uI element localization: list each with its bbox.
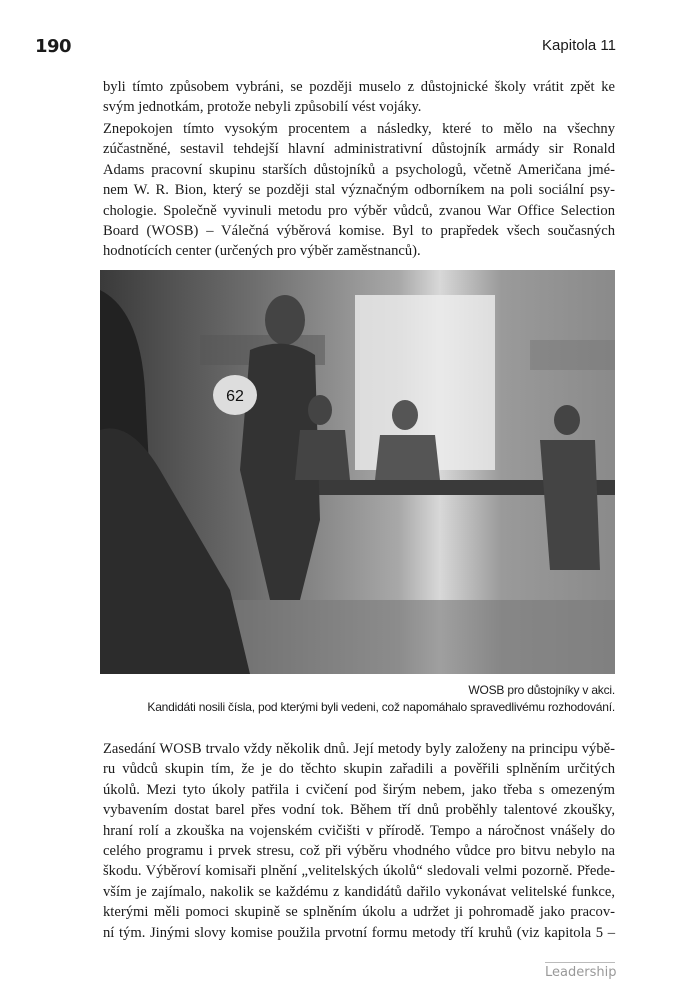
page-number: 190	[35, 36, 72, 57]
text-line: chologie. Společně vyvinuli metodu pro výběr vůdců, zvanou War Office Selection	[103, 202, 615, 219]
figure-caption-title: WOSB pro důstojníky v akci.	[468, 683, 615, 697]
figure-caption-text: Kandidáti nosili čísla, pod kterými byli vedeni, což napomáhalo spravedlivému rozhodování.	[147, 700, 615, 714]
text-line: hodnotících center (určených pro výběr zaměstnanců).	[103, 243, 421, 260]
text-line: byli tímto způsobem vybráni, se později muselo z důstojnické školy vrátit zpět ke	[103, 79, 615, 95]
text-line: nem W. R. Bion, který se později stal význačným odborníkem na poli sociální psy-	[103, 182, 615, 199]
footer-book-title: Leadership	[545, 962, 615, 980]
text-line: hraní rolí a zkouška na vojenském cvičišti v přírodě. Tempo a náročnost vnášely do	[103, 822, 615, 839]
armband-number: 62	[226, 388, 244, 405]
text-line: Board (WOSB) – Válečná výběrová komise. Byl to prapředek všech současných	[103, 223, 615, 240]
text-line: úkolů. Mezi tyto úkoly patřila i cvičení pod širým nebem, jako třeba s omezeným	[103, 781, 615, 798]
text-line: ru vůdců skupin tím, že je do těchto skupin zařadili a pověřili splněním určitých	[103, 761, 615, 778]
text-line: Zasedání WOSB trvalo vždy několik dnů. Její metody byly založeny na principu výbě-	[103, 741, 615, 757]
text-line: Adams pracovní skupinu starších důstojníků a psychologů, včetně Američana jmé-	[103, 161, 615, 178]
historical-photo-wosb	[100, 270, 615, 674]
text-line: zúčastněné, sestavil tehdejší hlavní administrativní důstojník armády sir Ronald	[103, 141, 615, 158]
text-line: kterými měli pomoci skupině se splněním úkolu a udržet ji pohromadě jako pracov-	[103, 904, 615, 921]
text-line: ní tým. Jinými slovy komise použila prvotní formu metody tří kruhů (viz kapitola 5 –	[103, 924, 615, 941]
chapter-title: Kapitola 11	[542, 37, 616, 54]
text-line: škodu. Výběroví komisaři plnění „velitelských úkolů“ sledovali velmi pozorně. Přede-	[103, 863, 615, 880]
text-line: celého programu i prvek stresu, což při výběru vhodného vůdce pro bitvu nebylo na	[103, 843, 615, 860]
text-line: svým jednotkám, protože nebyli způsobilí vést vojáky.	[103, 99, 422, 116]
paragraph-2	[103, 119, 615, 262]
text-line: vším je zajímalo, nakolik se každému z kandidátů dařilo vykonávat velitelské funkce,	[103, 883, 615, 900]
text-line: Znepokojen tímto vysokým procentem a následky, které to mělo na všechny	[103, 121, 615, 137]
text-line: vybavením dostat barel přes vodní tok. Během tří dnů proběhly talentové zkoušky,	[103, 802, 615, 819]
paragraph-1	[103, 77, 615, 118]
paragraph-3	[103, 739, 615, 943]
